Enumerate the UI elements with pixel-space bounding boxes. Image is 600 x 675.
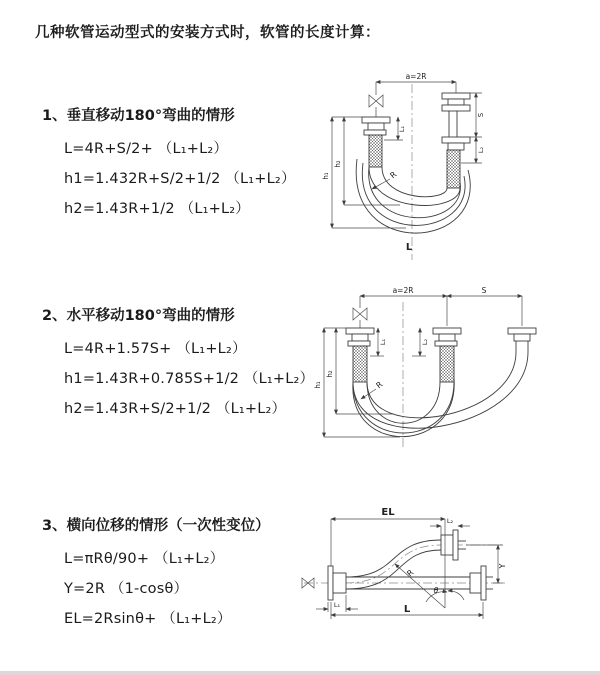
dim-shift-label: S [481,286,487,295]
dim-y-label: Y [498,563,507,569]
dim-h1-label: h₁ [314,381,322,389]
middle-pipe-fitting [433,328,461,382]
section-2-formula-h2: h2=1.43R+S/2+1/2 （L₁+L₂） [64,401,287,417]
section-3-formula-y: Y=2R （1-cosθ） [64,581,189,597]
dim-h2-label: h₂ [326,370,334,378]
diagram-vertical-180-bend [308,68,598,268]
dim-span-label: a=2R [405,72,427,81]
dim-l1 [316,595,358,612]
page-title: 几种软管运动型式的安装方式时，软管的长度计算： [35,25,380,41]
valve-icon [353,308,367,328]
dim-length-label: L [403,604,411,615]
radius-label: R [374,379,385,391]
left-pipe-fitting [362,117,390,167]
dim-l2-label: L₂ [477,146,485,154]
section-3-heading: 3、横向位移的情形（一次性变位） [42,518,270,534]
page-edge [0,671,600,675]
dim-h1-label: h₁ [322,172,330,180]
diagram-horizontal-180-bend [308,282,598,457]
dim-l1-label: L₁ [333,601,341,609]
radius-label: R [405,567,416,579]
section-2-heading: 2、水平移动180°弯曲的情形 [42,308,235,324]
dim-l1-label: L₁ [379,338,387,346]
dim-l2-label: L₂ [421,338,429,346]
dim-el-label: EL [381,507,395,518]
section-2-formula-length: L=4R+1.57S+ （L₁+L₂） [64,341,247,357]
dim-span [376,72,456,82]
dim-l2 [430,517,470,535]
section-1-heading: 1、垂直移动180°弯曲的情形 [42,108,235,124]
dim-stroke-label: S [477,112,485,118]
radius-label: R [388,169,399,181]
dim-length [331,602,483,619]
section-2-formula-h1: h1=1.43R+0.785S+1/2 （L₁+L₂） [64,371,315,387]
dim-h2-label: h₂ [334,160,342,168]
section-3-formula-el: EL=2Rsinθ+ （L₁+L₂） [64,611,232,627]
right-pipe-fitting [442,82,470,188]
section-1-formula-h2: h2=1.43R+1/2 （L₁+L₂） [64,201,250,217]
length-label: L [405,242,413,253]
dim-l1-label: L₁ [398,125,406,133]
diagram-lateral-displacement [300,496,600,654]
valve-icon [369,82,383,117]
dim-span [360,286,522,326]
left-pipe-fitting [346,328,374,382]
section-1-formula-h1: h1=1.432R+S/2+1/2 （L₁+L₂） [64,171,296,187]
section-3-formula-length: L=πRθ/90+ （L₁+L₂） [64,551,225,567]
dim-l2-label: L₂ [446,517,454,525]
right-pipe-fitting [508,328,536,352]
dim-span-label: a=2R [392,286,414,295]
hose-s-curve [346,530,466,589]
section-1-formula-length: L=4R+S/2+ （L₁+L₂） [64,141,229,157]
theta-label: θ [433,586,439,595]
left-pipe-fitting [328,566,346,600]
dim-el [331,507,445,566]
dim-l2 [412,328,429,356]
